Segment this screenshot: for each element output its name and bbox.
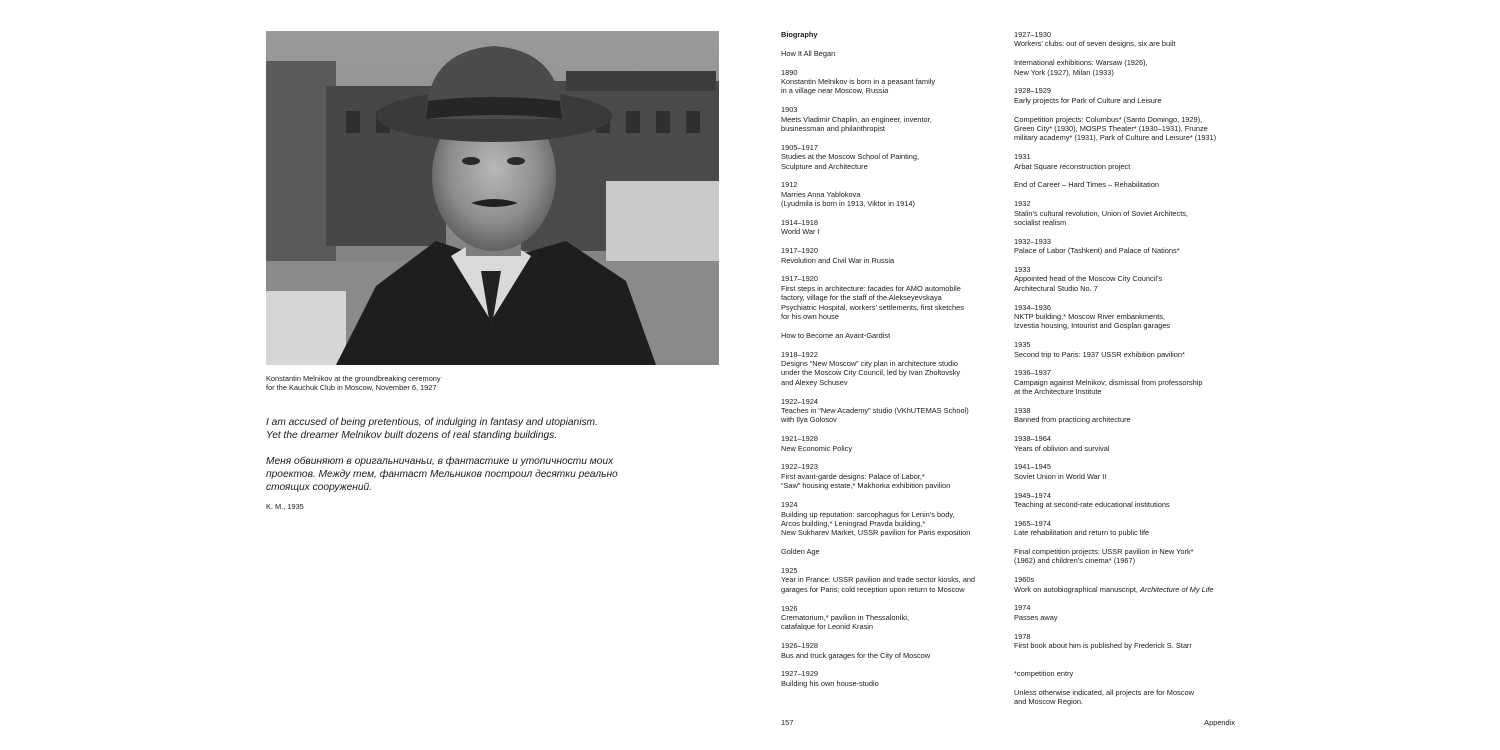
entry-text-content: First steps in architecture: facades for AMO automobile factory, village for the staff of the Alekseyevskaya Psychiatric Hospital, workers’ settlements, first sketches for his own house xyxy=(781,283,964,322)
entry-text xyxy=(1014,613,1242,622)
portrait-image xyxy=(266,31,719,365)
entry-text xyxy=(781,510,1006,538)
biography-entry xyxy=(1014,58,1242,77)
biography-entry xyxy=(781,218,1006,237)
biography-entry xyxy=(1014,340,1242,359)
entry-text xyxy=(1014,415,1242,424)
entry-text-content: Building up reputation: sarcophagus for Lenin’s body, Arcos building,* Leningrad Pravda building,* New Sukharev Market, USSR pavilion for Paris exposition xyxy=(781,509,971,538)
entry-text-content: Marries Anna Yablokova (Lyudmila is born in 1913, Viktor in 1914) xyxy=(781,189,915,209)
entry-text-content: NKTP building,* Moscow River embankments, Izvestia housing, Intourist and Gosplan garages xyxy=(1014,312,1171,331)
entry-text-content: Studies at the Moscow School of Painting, Sculpture and Architecture xyxy=(781,152,920,171)
entry-year: 1933 xyxy=(1014,265,1031,275)
entry-text-content: World War I xyxy=(781,227,820,237)
entry-text-content: Konstantin Melnikov is born in a peasant family in a village near Moscow, Russia xyxy=(781,77,936,96)
entry-year: 1924 xyxy=(781,500,798,510)
entry-text xyxy=(1014,162,1242,171)
entry-text xyxy=(1014,500,1242,509)
entry-year: 1941–1945 xyxy=(1014,462,1051,472)
biography-entry xyxy=(781,143,1006,171)
entry-year: 1932 xyxy=(1014,199,1031,209)
biography-entry xyxy=(781,180,1006,208)
entry-text-content: Soviet Union in World War II xyxy=(1014,471,1107,481)
entry-text-content: *competition entry xyxy=(1014,669,1074,679)
entry-text-content: International exhibitions: Warsaw (1926), New York (1927), Milan (1933) xyxy=(1014,58,1148,77)
quote-signature: K. M., 1935 xyxy=(266,502,304,511)
biography-entry xyxy=(1014,406,1242,425)
entry-year: 1978 xyxy=(1014,631,1031,641)
entry-text xyxy=(781,152,1006,171)
entry-year: 1974 xyxy=(1014,603,1031,613)
entry-year: 1927–1930 xyxy=(1014,30,1051,39)
entry-text xyxy=(1014,641,1242,650)
entry-text xyxy=(781,284,1006,322)
biography-entry xyxy=(781,246,1006,265)
entry-text-content: Workers’ clubs: out of seven designs, six are built xyxy=(1014,39,1176,49)
entry-text-content: Building his own house-studio xyxy=(781,678,879,688)
entry-text xyxy=(781,613,1006,632)
biography-entry xyxy=(1014,660,1242,669)
biography-entry xyxy=(781,397,1006,425)
biography-entry xyxy=(781,641,1006,660)
entry-year: 1926 xyxy=(781,603,798,613)
entry-text-content: Early projects for Park of Culture and Leisure xyxy=(1014,95,1162,105)
entry-year: 1922–1924 xyxy=(781,396,818,406)
entry-text xyxy=(1014,444,1242,453)
biography-entry xyxy=(1014,669,1242,678)
entry-text-content: Year in France: USSR pavilion and trade sector kiosks, and garages for Paris; cold reception upon return to Moscow xyxy=(781,575,976,594)
quote-russian: Меня обвиняют в оригальничаньи, в фантастике и утопичности моих проектов. Между тем, фантаст Мельников построил десятки реально стоящих сооружений. xyxy=(266,456,618,493)
entry-year: 1949–1974 xyxy=(1014,490,1051,500)
entry-text-content: Appointed head of the Moscow City Council’s Architectural Studio No. 7 xyxy=(1014,274,1163,293)
biography-section-heading: Golden Age xyxy=(781,547,820,557)
entry-text xyxy=(1014,585,1242,594)
entry-text xyxy=(1014,669,1242,678)
entry-text-content: First avant-garde designs: Palace of Labor,* “Saw” housing estate,* Makhorka exhibition pavilion xyxy=(781,471,951,491)
biography-entry xyxy=(781,68,1006,96)
entry-text-content: Meets Vladimir Chaplin, an engineer, inventor, businessman and philanthropist xyxy=(781,114,932,134)
biography-entry xyxy=(1014,491,1242,510)
entry-text xyxy=(781,472,1006,491)
entry-text-content: Designs “New Moscow” city plan in architecture studio under the Moscow City Council, led by Ivan Zholtovsky and Alexey Schusev xyxy=(781,359,961,387)
biography-entry xyxy=(781,434,1006,453)
biography-section-heading: How to Become an Avant-Gardist xyxy=(781,330,891,340)
entry-text xyxy=(781,227,1006,236)
entry-year: 1938–1964 xyxy=(1014,434,1051,444)
entry-year: 1914–1918 xyxy=(781,218,818,228)
entry-text xyxy=(781,359,1006,387)
entry-year: 1934–1936 xyxy=(1014,302,1051,312)
entry-year: 1927–1929 xyxy=(781,669,818,679)
entry-text-content: Crematorium,* pavilion in Thessaloníki, catafalque for Leonid Krasin xyxy=(781,612,910,632)
biography-entry xyxy=(1014,434,1242,453)
entry-text-content: Passes away xyxy=(1014,612,1058,622)
entry-year: 1931 xyxy=(1014,152,1031,162)
entry-text-content: First book about him is published by Frederick S. Starr xyxy=(1014,641,1192,651)
entry-year: 1932–1933 xyxy=(1014,236,1051,246)
entry-year: 1960s xyxy=(1014,575,1035,585)
biography-entry xyxy=(1014,152,1242,171)
entry-text xyxy=(1014,39,1242,48)
biography-entry xyxy=(1014,30,1242,49)
biography-entry xyxy=(781,500,1006,538)
entry-text-content: Stalin’s cultural revolution, Union of Soviet Architects, socialist realism xyxy=(1014,208,1189,228)
entry-text xyxy=(1014,209,1242,228)
entry-text-content: Palace of Labor (Tashkent) and Palace of Nations* xyxy=(1014,246,1180,256)
entry-text-content: Work on autobiographical manuscript, xyxy=(1014,584,1140,594)
entry-year: 1938 xyxy=(1014,406,1031,416)
entry-text-content: Unless otherwise indicated, all projects are for Moscow and Moscow Region. xyxy=(1014,688,1194,707)
entry-year: 1912 xyxy=(781,180,798,190)
entry-year: 1936–1937 xyxy=(1014,368,1051,378)
biography-entry xyxy=(781,462,1006,490)
entry-text xyxy=(1014,246,1242,255)
entry-text xyxy=(1014,312,1242,331)
entry-text-content: New Economic Policy xyxy=(781,443,853,453)
entry-year: 1917–1920 xyxy=(781,246,818,256)
entry-text xyxy=(781,575,1006,594)
entry-text xyxy=(1014,274,1242,293)
biography-entry xyxy=(1014,115,1242,143)
photo-caption: Konstantin Melnikov at the groundbreaking ceremony for the Kauchuk Club in Moscow, November 6, 1927 xyxy=(266,374,441,393)
entry-year: 1918–1922 xyxy=(781,349,818,359)
biography-section-heading: How It All Began xyxy=(781,48,836,58)
entry-year: 1903 xyxy=(781,105,798,115)
entry-year: 1926–1928 xyxy=(781,641,818,651)
biography-entry xyxy=(1014,265,1242,293)
biography-entry xyxy=(1014,303,1242,331)
entry-year: 1925 xyxy=(781,565,798,575)
biography-entry xyxy=(1014,86,1242,105)
entry-text xyxy=(781,406,1006,425)
entry-text-content: Years of oblivion and survival xyxy=(1014,443,1110,453)
entry-text-content: Teaching at second-rate educational institutions xyxy=(1014,500,1170,510)
biography-entry xyxy=(781,604,1006,632)
entry-text-content: Second trip to Paris: 1937 USSR exhibition pavilion* xyxy=(1014,349,1185,359)
entry-text xyxy=(781,679,1006,688)
biography-entry xyxy=(1014,237,1242,256)
biography-entry xyxy=(781,350,1006,388)
biography-column-1 xyxy=(781,30,1006,698)
entry-text xyxy=(1014,472,1242,481)
quote-english: I am accused of being pretentious, of indulging in fantasy and utopianism. Yet the dreamer Melnikov built dozens of real standing buildings. xyxy=(266,417,598,441)
biography-entry xyxy=(1014,462,1242,481)
entry-text xyxy=(1014,528,1242,537)
entry-text-content: Late rehabilitation and return to public life xyxy=(1014,528,1150,538)
biography-entry xyxy=(1014,688,1242,707)
section-label: Appendix xyxy=(1204,718,1235,727)
entry-year: 1922–1923 xyxy=(781,462,818,472)
entry-text-content: Final competition projects: USSR pavilion in New York* (1962) and children’s cinema* (1967) xyxy=(1014,547,1194,566)
entry-text xyxy=(781,115,1006,134)
entry-text-content: Arbat Square reconstruction project xyxy=(1014,161,1131,171)
entry-text-content: Competition projects: Columbus* (Santo Domingo, 1929), Green City* (1930), MOSPS Theater* (1930–1931), Frunze military academy* (1931), Park of Culture and Leisure* (1931) xyxy=(1014,114,1217,143)
entry-text xyxy=(1014,547,1242,566)
entry-text-content: Revolution and Civil War in Russia xyxy=(781,255,895,265)
entry-year: 1965–1974 xyxy=(1014,518,1051,528)
biography-entry xyxy=(1014,632,1242,651)
portrait-photo xyxy=(266,31,719,365)
biography-entry xyxy=(1014,519,1242,538)
biography-entry xyxy=(781,105,1006,133)
entry-year: 1917–1920 xyxy=(781,274,818,284)
entry-year: 1921–1928 xyxy=(781,434,818,444)
entry-year: 1928–1929 xyxy=(1014,86,1051,96)
entry-text xyxy=(1014,378,1242,397)
entry-text xyxy=(1014,58,1242,77)
entry-text xyxy=(781,444,1006,453)
biography-entry xyxy=(781,566,1006,594)
biography-entry xyxy=(1014,603,1242,622)
entry-text xyxy=(1014,96,1242,105)
entry-year: 1890 xyxy=(781,67,798,77)
biography-column-2 xyxy=(1014,30,1242,716)
entry-text-content: Banned from practicing architecture xyxy=(1014,415,1131,425)
biography-entry xyxy=(1014,547,1242,566)
entry-text-content: Campaign against Melnikov; dismissal from professorship at the Architecture Institute xyxy=(1014,377,1203,397)
biography-entry xyxy=(781,669,1006,688)
entry-year: 1905–1917 xyxy=(781,142,818,152)
biography-entry xyxy=(1014,199,1242,227)
biography-title: Biography xyxy=(781,30,818,39)
entry-text xyxy=(781,190,1006,209)
entry-text xyxy=(781,651,1006,660)
entry-text xyxy=(1014,350,1242,359)
entry-italic-title: Architecture of My Life xyxy=(1139,584,1214,594)
entry-text xyxy=(781,77,1006,96)
entry-text xyxy=(1014,115,1242,143)
entry-text-content: Teaches in “New Academy” studio (VKhUTEMAS School) with Ilya Golosov xyxy=(781,406,969,425)
entry-year: 1935 xyxy=(1014,340,1031,350)
page-number: 157 xyxy=(781,718,794,727)
entry-text xyxy=(781,256,1006,265)
biography-entry xyxy=(1014,368,1242,396)
entry-text-content: Bus and truck garages for the City of Moscow xyxy=(781,650,931,660)
biography-section-heading: End of Career – Hard Times – Rehabilitation xyxy=(1014,180,1160,190)
biography-entry xyxy=(1014,575,1242,594)
biography-entry xyxy=(781,274,1006,321)
entry-text xyxy=(1014,688,1242,707)
